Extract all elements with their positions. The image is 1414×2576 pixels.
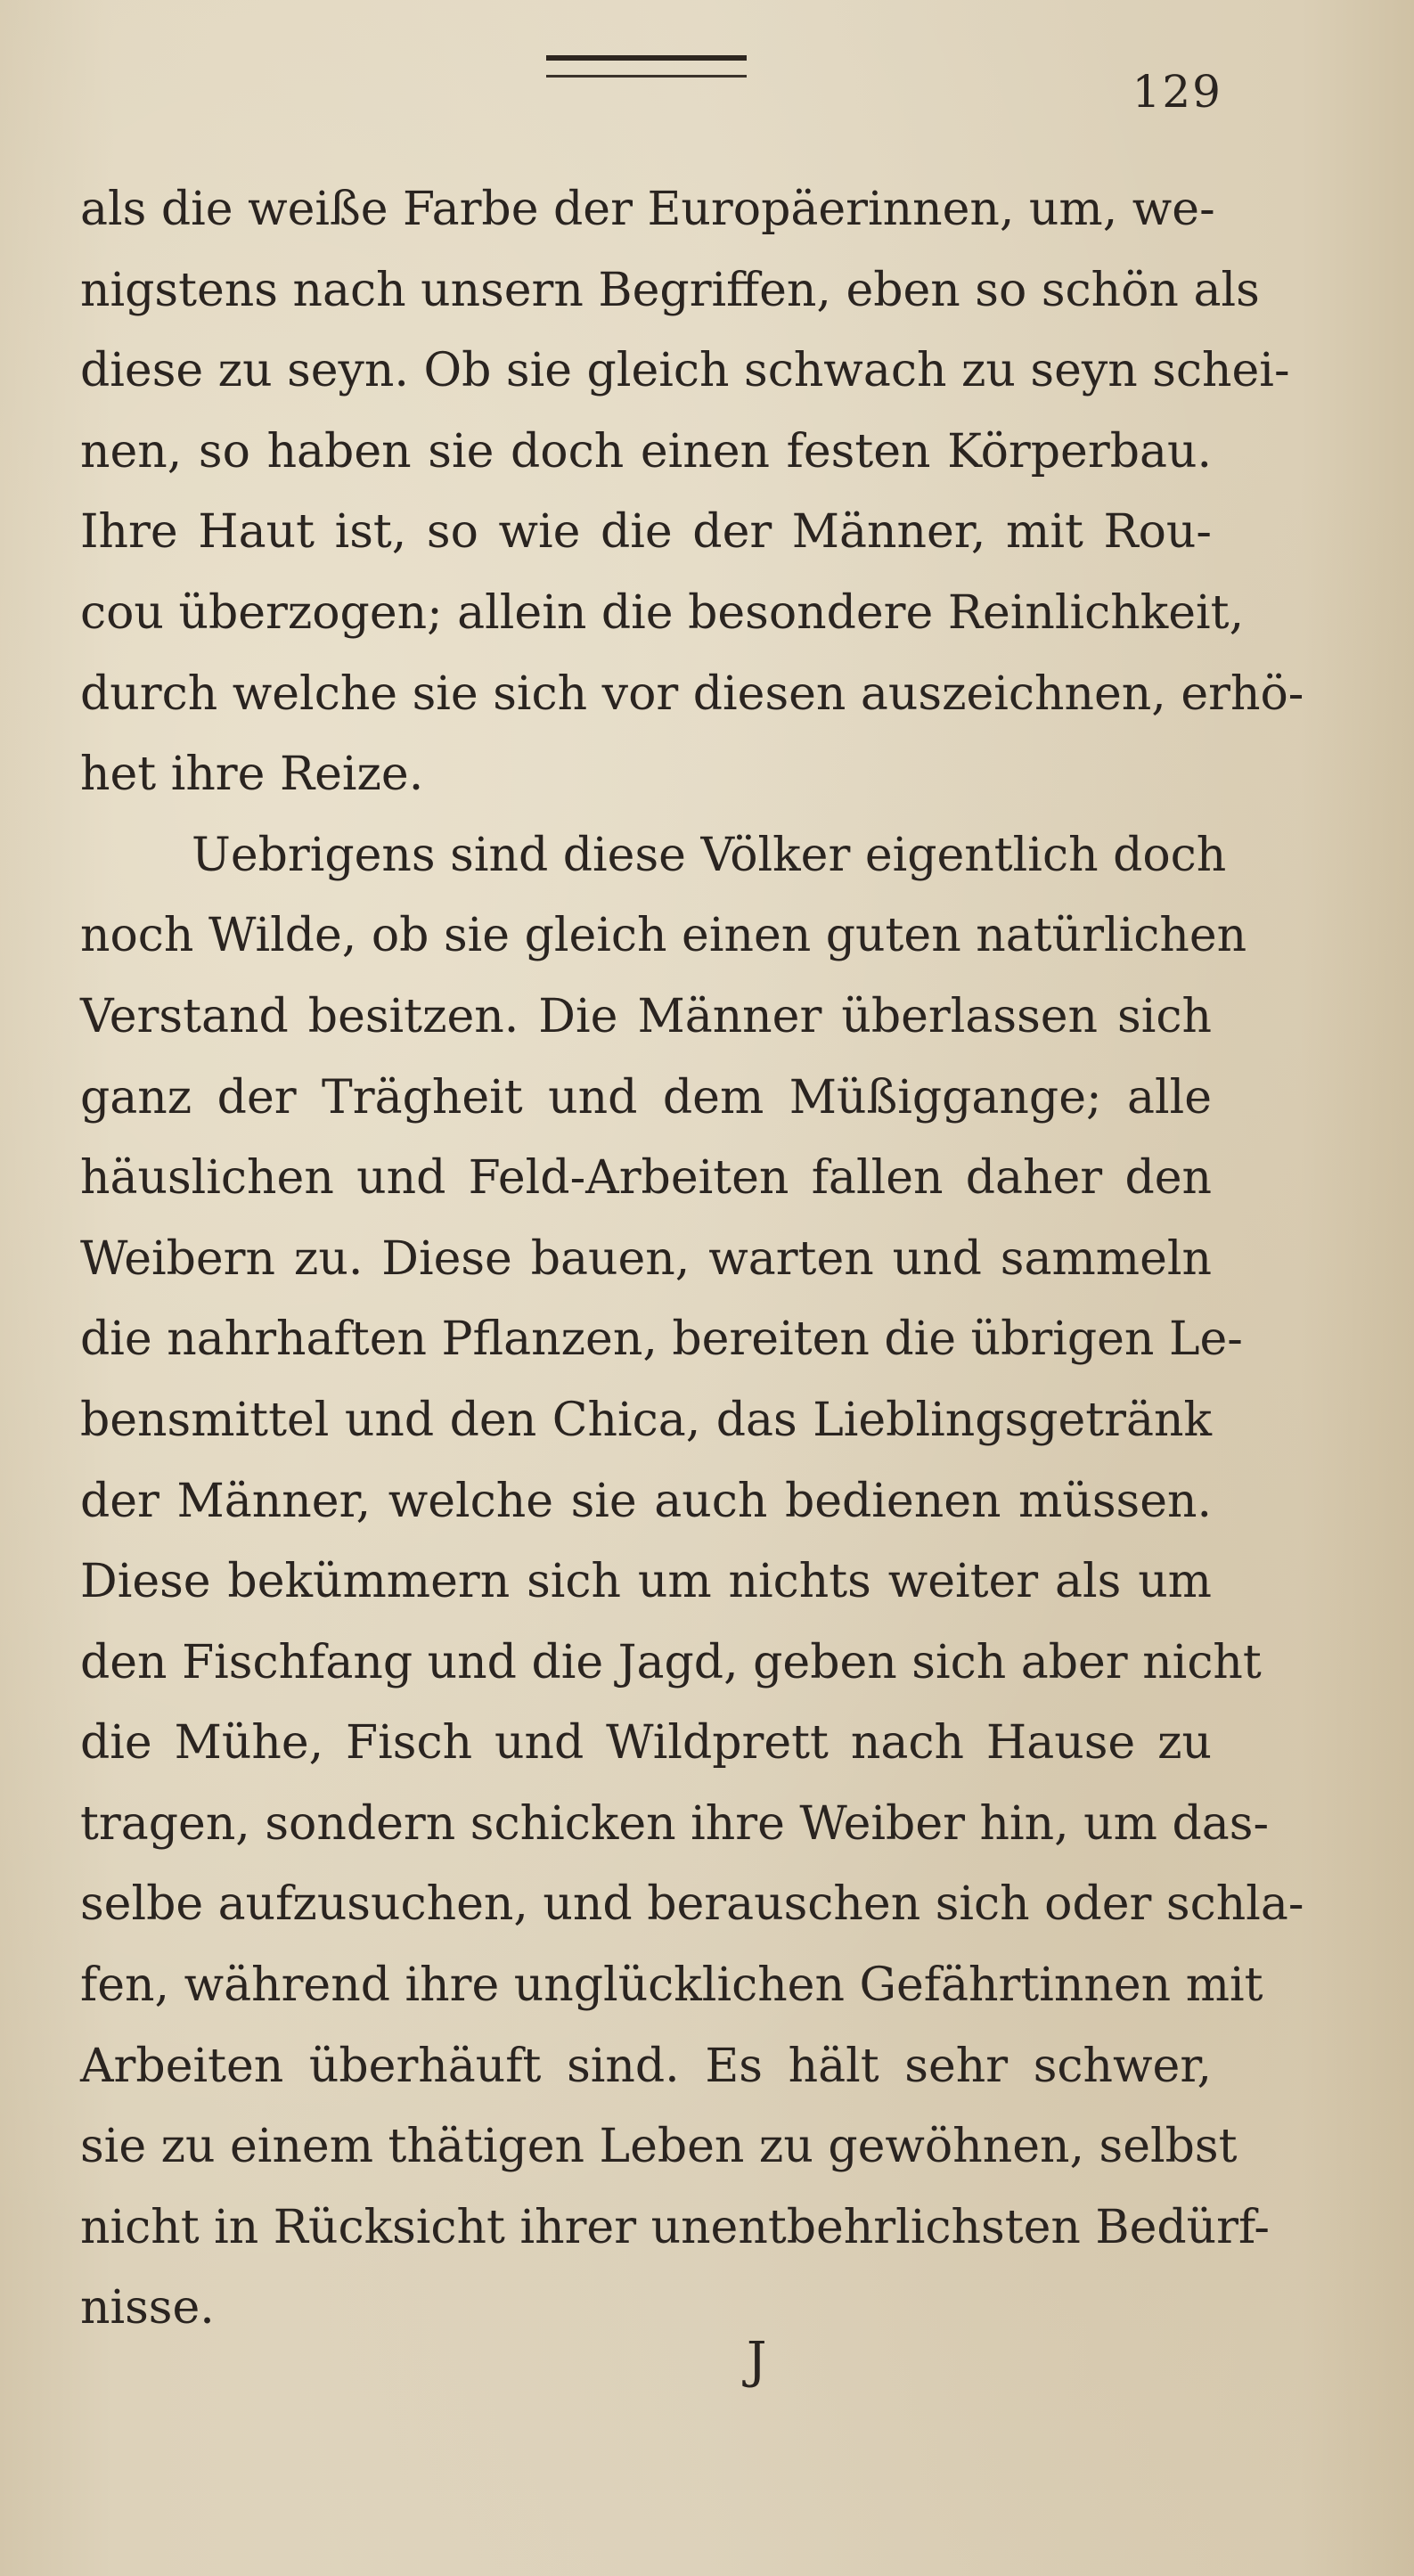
text-line: Weibern zu. Diese bauen, warten und sammeln	[80, 1231, 1212, 1286]
text-line: tragen, sondern schicken ihre Weiber hin, um das-	[80, 1796, 1270, 1851]
page-number: 129	[1132, 66, 1222, 118]
text-line-paragraph-end: het ihre Reize.	[80, 748, 424, 802]
text-line: die Mühe, Fisch und Wildprett nach Hause zu	[80, 1716, 1212, 1770]
text-line: bensmittel und den Chica, das Lieblingsgetränk	[80, 1393, 1212, 1447]
body-text	[80, 169, 1304, 2349]
text-line-paragraph-start: Uebrigens sind diese Völker eigentlich doch	[192, 828, 1227, 882]
text-line: als die weiße Farbe der Europäerinnen, um, we-	[80, 183, 1215, 236]
text-line: Arbeiten überhäuft sind. Es hält sehr schwer,	[80, 2039, 1212, 2093]
text-line: sie zu einem thätigen Leben zu gewöhnen, selbst	[80, 2120, 1238, 2174]
text-line: häuslichen und Feld-Arbeiten fallen daher den	[80, 1151, 1212, 1206]
text-line: noch Wilde, ob sie gleich einen guten natürlichen	[80, 909, 1247, 963]
text-line: cou überzogen; allein die besondere Reinlichkeit,	[80, 585, 1245, 640]
text-line: selbe aufzusuchen, und berauschen sich oder schla-	[80, 1877, 1304, 1932]
text-line: fen, während ihre unglücklichen Gefährtinnen mit	[80, 1959, 1263, 2013]
text-line: nicht in Rücksicht ihrer unentbehrlichsten Bedürf-	[80, 2200, 1270, 2254]
text-line: nen, so haben sie doch einen festen Körperbau.	[80, 424, 1212, 478]
text-line-paragraph-end: nisse.	[80, 2281, 215, 2335]
text-line: diese zu seyn. Ob sie gleich schwach zu seyn schei-	[80, 344, 1290, 398]
text-line: der Männer, welche sie auch bedienen müssen.	[80, 1474, 1212, 1528]
text-line: nigstens nach unsern Begriffen, eben so schön als	[80, 263, 1260, 317]
text-line: Verstand besitzen. Die Männer überlassen sich	[80, 989, 1212, 1043]
header-rule	[546, 55, 747, 61]
catchword: J	[747, 2332, 767, 2390]
text-line: Diese bekümmern sich um nichts weiter als um	[80, 1555, 1212, 1609]
text-line: die nahrhaften Pflanzen, bereiten die übrigen Le-	[80, 1313, 1243, 1367]
text-line: Ihre Haut ist, so wie die der Männer, mit Rou-	[80, 505, 1212, 560]
text-line: ganz der Trägheit und dem Müßiggange; alle	[80, 1070, 1212, 1124]
header-rule-thin	[546, 75, 747, 78]
text-line: den Fischfang und die Jagd, geben sich aber nicht	[80, 1635, 1262, 1689]
text-line: durch welche sie sich vor diesen auszeichnen, erhö-	[80, 666, 1304, 721]
